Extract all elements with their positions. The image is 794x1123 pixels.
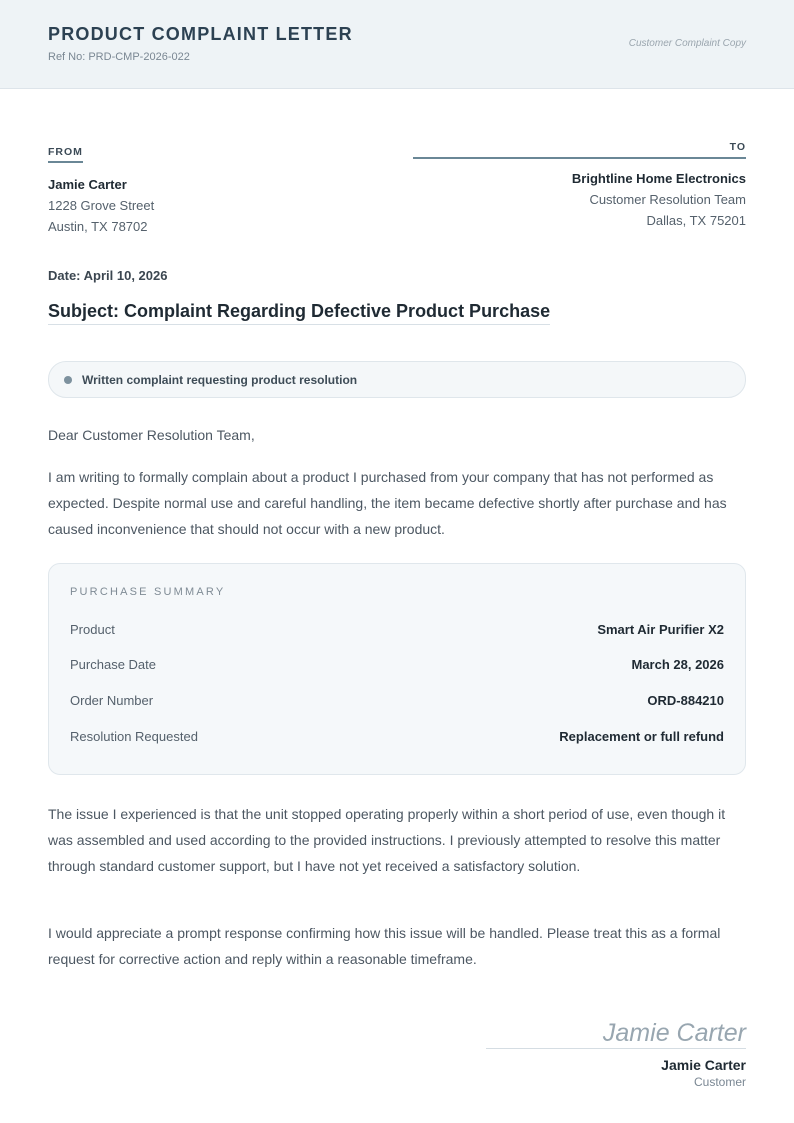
reference-number: Ref No: PRD-CMP-2026-022 [48, 51, 190, 63]
from-label: FROM [48, 146, 83, 163]
purpose-text: Written complaint requesting product resolution [82, 373, 358, 387]
sender-block [48, 142, 378, 234]
recipient-department: Customer Resolution Team [589, 192, 746, 207]
summary-key: Product [70, 622, 115, 637]
to-label-rule [413, 137, 746, 159]
summary-row-purchase-date [70, 657, 724, 677]
letter-subject: Subject: Complaint Regarding Defective Product Purchase [48, 301, 550, 325]
body-paragraph-1: I am writing to formally complain about a product I purchased from your company that has not performed as expected. Despite normal use and careful handling, the item became defective shortly after purchase and has caused inconvenience that should not occur with a new product. [48, 469, 727, 537]
to-label: TO [729, 141, 746, 153]
summary-value: March 28, 2026 [631, 657, 724, 672]
summary-key: Order Number [70, 693, 154, 708]
recipient-name: Brightline Home Electronics [571, 171, 746, 186]
recipient-block [413, 137, 746, 228]
signer-role: Customer [693, 1075, 746, 1089]
summary-value: Smart Air Purifier X2 [597, 622, 724, 637]
summary-row-order-number [70, 693, 724, 713]
summary-value: Replacement or full refund [559, 729, 724, 744]
copy-label: Customer Complaint Copy [628, 38, 746, 49]
recipient-address: Dallas, TX 75201 [646, 213, 746, 228]
summary-value: ORD-884210 [647, 693, 724, 708]
summary-row-resolution [70, 729, 724, 749]
document-title: PRODUCT COMPLAINT LETTER [48, 24, 353, 44]
sender-name: Jamie Carter [48, 177, 127, 192]
summary-key: Purchase Date [70, 657, 156, 672]
purchase-summary-title: PURCHASE SUMMARY [70, 586, 226, 598]
purpose-pill [48, 361, 746, 398]
purchase-summary-card [48, 563, 746, 775]
bullet-dot-icon [64, 376, 72, 384]
greeting: Dear Customer Resolution Team, [48, 427, 255, 443]
signature-block [486, 1018, 746, 1089]
signature-script: Jamie Carter [486, 1018, 746, 1049]
body-paragraph-2: The issue I experienced is that the unit stopped operating properly within a short period of use, even though it was assembled and used according to the provided instructions. I previously attempted to resolve this matter through standard customer support, but I have not yet received a satisfactory solution. [48, 806, 726, 874]
sender-address-line2: Austin, TX 78702 [48, 219, 148, 234]
letter-header [0, 0, 794, 89]
summary-row-product [70, 622, 724, 642]
letter-date: Date: April 10, 2026 [48, 268, 168, 283]
signer-name: Jamie Carter [661, 1057, 746, 1073]
body-paragraph-3: I would appreciate a prompt response confirming how this issue will be handled. Please treat this as a formal request for corrective action and reply within a reasonable timeframe. [48, 925, 721, 967]
summary-key: Resolution Requested [70, 729, 198, 744]
sender-address-line1: 1228 Grove Street [48, 198, 155, 213]
